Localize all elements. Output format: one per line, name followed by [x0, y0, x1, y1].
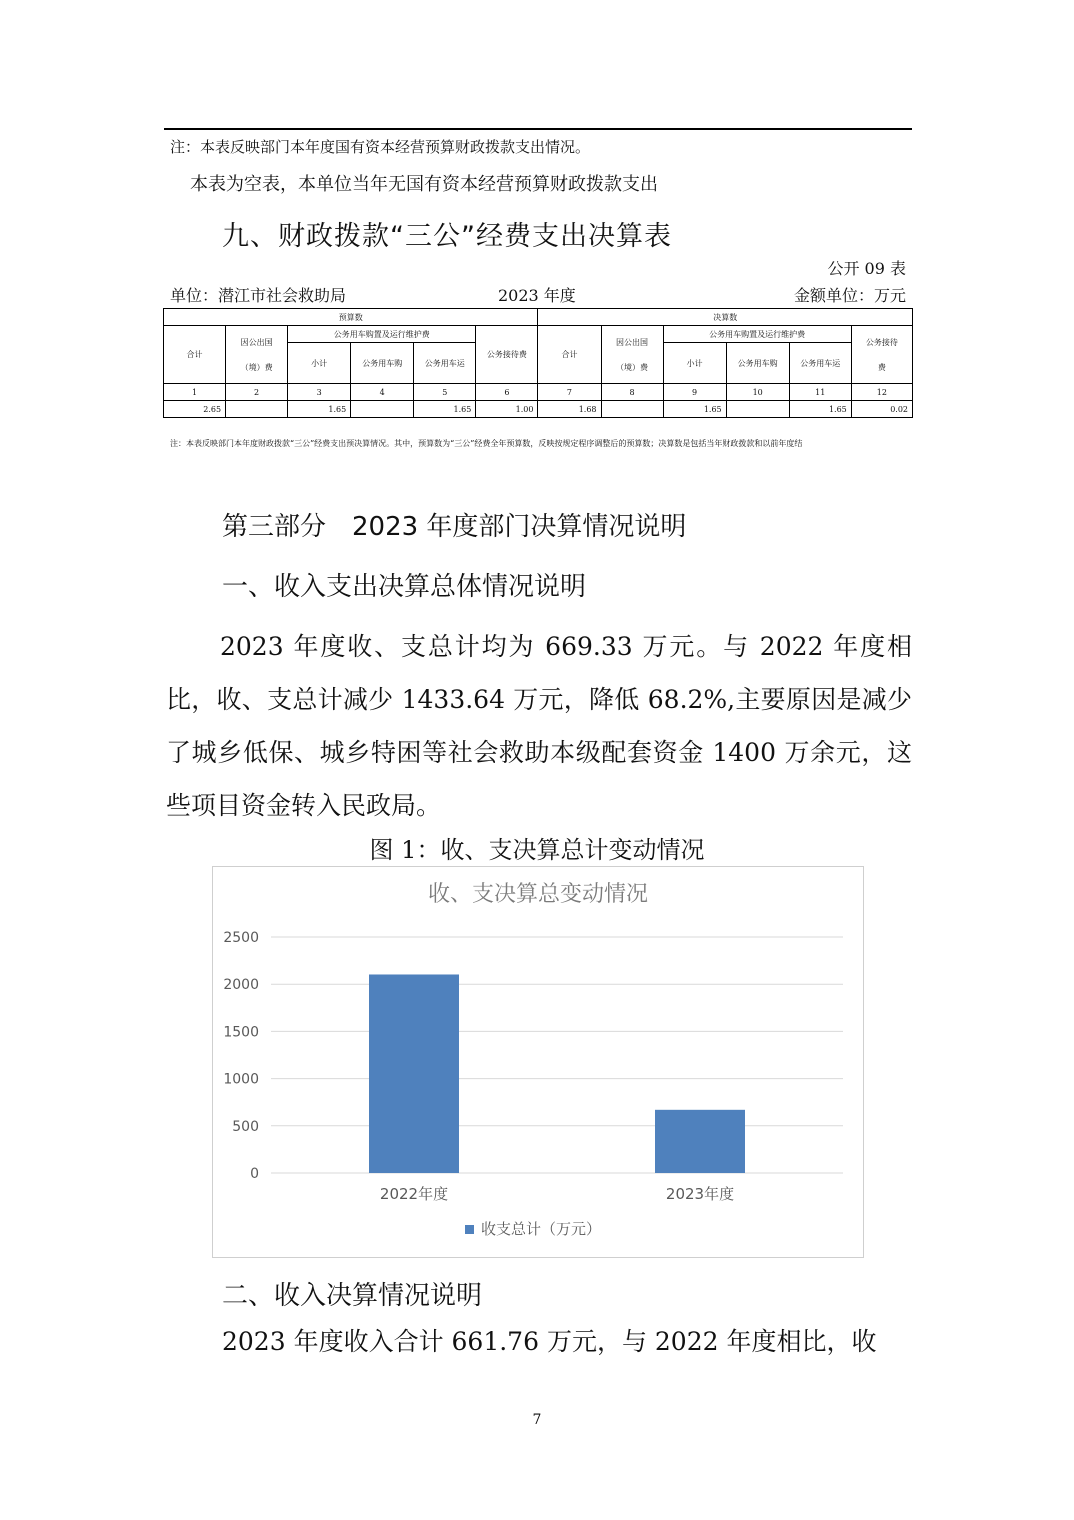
total-header-final: 合计	[538, 326, 601, 384]
operation-header: 公务用车运	[414, 343, 476, 384]
section-title: 九、财政拨款“三公”经费支出决算表	[222, 221, 672, 252]
y-tick-label: 1500	[223, 1024, 259, 1041]
figure-caption: 图 1：收、支决算总计变动情况	[369, 836, 705, 864]
y-tick-label: 1000	[223, 1071, 259, 1088]
table-note-bottom: 注：本表反映部门本年度财政拨款“三公”经费支出预决算情况。其中，预算数为“三公”经费全年预算数，反映按规定程序调整后的预算数；决算数是包括当年财政拨款和以前年度结	[170, 439, 803, 448]
part-three-title: 第三部分 2023 年度部门决算情况说明	[222, 512, 687, 542]
legend-label: 收支总计（万元）	[481, 1220, 602, 1238]
purchase-header-final: 公务用车购	[726, 343, 789, 384]
table-note-top: 注：本表反映部门本年度国有资本经营预算财政拨款支出情况。	[170, 138, 591, 156]
chart-title: 收、支决算总变动情况	[427, 882, 649, 907]
reception-header-final: 公务接待 费	[851, 326, 912, 384]
unit-label: 单位：潜江市社会救助局	[170, 286, 347, 305]
top-rule	[164, 128, 912, 130]
operation-header-final: 公务用车运	[789, 343, 851, 384]
purchase-header: 公务用车购	[351, 343, 414, 384]
three-public-expense-table	[163, 308, 913, 418]
value-row: 2.65 1.65 1.65 1.00 1.68 1.65 1.65 0.02	[164, 401, 913, 418]
heading-income-expense-overview: 一、收入支出决算总体情况说明	[222, 572, 587, 602]
paragraph-overview: 2023 年度收、支总计均为 669.33 万元。与 2022 年度相比，收、支总计减少 1433.64 万元，降低 68.2%,主要原因是减少了城乡低保、城乡特困等社会救助本级配套资金 1400 万余元，这些项目资金转入民政局。	[166, 632, 912, 820]
y-tick-label: 2000	[223, 977, 259, 994]
total-header: 合计	[164, 326, 226, 384]
y-tick-label: 0	[250, 1166, 259, 1182]
year-label: 2023 年度	[498, 286, 576, 305]
amount-unit-label: 金额单位：万元	[793, 286, 906, 305]
abroad-header: 因公出国 （境）费	[226, 326, 288, 384]
column-number-row: 1 2 3 4 5 6 7 8 9 10 11 12	[164, 384, 913, 401]
final-header: 决算数	[538, 309, 913, 326]
subtotal-header-final: 小计	[663, 343, 726, 384]
bar-2023年度	[655, 1110, 745, 1173]
y-tick-label: 500	[232, 1118, 259, 1135]
empty-table-note: 本表为空表，本单位当年无国有资本经营预算财政拨款支出	[190, 174, 658, 195]
abroad-header-final: 因公出国 （境）费	[601, 326, 663, 384]
bar-chart	[213, 867, 863, 1257]
chart-container	[212, 866, 864, 1258]
subtotal-header: 小计	[288, 343, 351, 384]
heading-income: 二、收入决算情况说明	[222, 1281, 483, 1311]
y-tick-label: 2500	[223, 930, 259, 946]
vehicle-header: 公务用车购置及运行维护费	[288, 326, 476, 343]
budget-header: 预算数	[164, 309, 538, 326]
bar-2022年度	[369, 974, 459, 1173]
form-number: 公开 09 表	[827, 259, 906, 278]
reception-header: 公务接待费	[476, 326, 538, 384]
x-tick-label: 2023年度	[665, 1185, 735, 1203]
paragraph-income: 2023 年度收入合计 661.76 万元，与 2022 年度相比，收	[222, 1327, 877, 1356]
page-number: 7	[532, 1412, 542, 1428]
x-tick-label: 2022年度	[379, 1185, 449, 1203]
vehicle-header-final: 公务用车购置及运行维护费	[663, 326, 851, 343]
legend-swatch	[465, 1225, 474, 1234]
